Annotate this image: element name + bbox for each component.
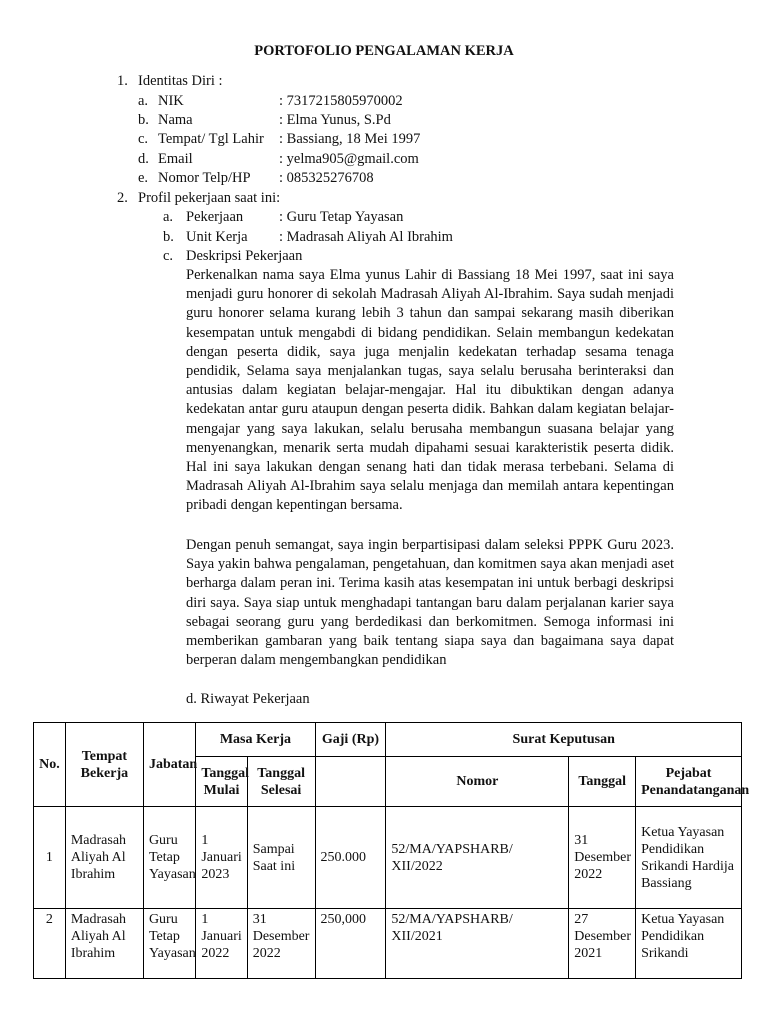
ttl-value: : Bassiang, 18 Mei 1997 xyxy=(279,131,421,147)
header-pejabat: Pejabat Penandatanganan xyxy=(636,757,742,807)
table-row xyxy=(34,807,742,909)
header-tanggal-mulai: Tanggal Mulai xyxy=(196,757,247,807)
cell-no: 2 xyxy=(34,909,66,979)
cell-tanggal: 27 Desember 2021 xyxy=(569,909,636,979)
phone-marker: e. xyxy=(138,170,149,186)
cell-selesai: 31 Desember 2022 xyxy=(247,909,315,979)
ttl-label: Tempat/ Tgl Lahir xyxy=(158,131,264,147)
email-label: Email xyxy=(158,151,193,167)
email-marker: d. xyxy=(138,151,149,167)
table-row xyxy=(34,909,742,979)
cell-gaji: 250,000 xyxy=(315,909,386,979)
header-tanggal-selesai: Tanggal Selesai xyxy=(247,757,315,807)
section1-heading: Identitas Diri : xyxy=(138,73,223,89)
pekerjaan-marker: a. xyxy=(163,209,174,225)
cell-mulai: 1 Januari 2023 xyxy=(196,807,247,909)
header-no: No. xyxy=(34,723,66,807)
deskripsi-marker: c. xyxy=(163,248,174,264)
unit-kerja-value: : Madrasah Aliyah Al Ibrahim xyxy=(279,229,453,245)
document-title: PORTOFOLIO PENGALAMAN KERJA xyxy=(254,43,514,59)
cell-nomor: 52/MA/YAPSHARB/ XII/2021 xyxy=(386,909,569,979)
section2-heading: Profil pekerjaan saat ini: xyxy=(138,190,281,206)
nik-label: NIK xyxy=(158,93,184,109)
deskripsi-label: Deskripsi Pekerjaan xyxy=(186,248,303,264)
cell-jabatan: Guru Tetap Yayasan xyxy=(143,807,195,909)
email-value: : yelma905@gmail.com xyxy=(279,151,419,167)
section2-number: 2. xyxy=(117,190,128,206)
section1-number: 1. xyxy=(117,73,128,89)
description-paragraph-2: Dengan penuh semangat, saya ingin berpartisipasi dalam seleksi PPPK Guru 2023. Saya yakin bahwa pengalaman, pengetahuan, dan komitmen saya akan menjadi aset berharga dalam peran ini. Terima kasih atas kesempatan ini untuk berbagi deskripsi diri saya. Saya siap untuk menghadapi tantangan baru dalam perjalanan karier saya sebagai seorang guru yang berdedikasi dan berkomitmen. Semoga informasi ini memberikan gambaran yang baik tentang siapa saya dan bagaimana saya dapat berperan dalam mengembangkan pendidikan xyxy=(186,537,674,669)
nik-marker: a. xyxy=(138,93,149,109)
nama-marker: b. xyxy=(138,112,149,128)
header-nomor: Nomor xyxy=(386,757,569,807)
unit-kerja-label: Unit Kerja xyxy=(186,229,248,245)
cell-jabatan: Guru Tetap Yayasan xyxy=(143,909,195,979)
cell-gaji: 250.000 xyxy=(315,807,386,909)
phone-value: : 085325276708 xyxy=(279,170,374,186)
cell-no: 1 xyxy=(34,807,66,909)
cell-pejabat: Ketua Yayasan Pendidikan Srikandi Hardija Bassiang xyxy=(636,807,742,909)
description-paragraph-1: Perkenalkan nama saya Elma yunus Lahir di Bassiang 18 Mei 1997, saat ini saya menjadi guru honorer di sekolah Madrasah Aliyah Al-Ibrahim. Saya sudah menjadi guru honorer selama kurang lebih 3 tahun dan sampai sekarang masih diberikan kesempatan untuk mengabdi di bidang pendidikan. Selain membangun kedekatan dengan peserta didik, saya juga menjalin kedekatan terhadap sesama tenaga pendidik, Selama saya menjalankan tugas, saya selalu berusaha berinteraksi dan antusias dalam kegiatan belajar-mengajar. Hal itu dibuktikan dengan adanya kedekatan antar guru ataupun dengan peserta didik. Bahkan dalam kegiatan belajar-mengajar yang saya lakukan, selalu berusaha membangun suasana belajar yang menyenangkan, menarik serta mudah dipahami sesuai karakteristik peserta didik. Hal ini saya lakukan dengan senang hati dan tidak merasa terbebani. Selama di Madrasah Aliyah Al-Ibrahim saya selalu menjaga dan memilah antara kepentingan pribadi dengan kepentingan bersama. xyxy=(186,267,674,514)
work-history-table xyxy=(33,722,750,979)
riwayat-pekerjaan-heading: d. Riwayat Pekerjaan xyxy=(186,691,310,707)
nama-label: Nama xyxy=(158,112,193,128)
nama-value: : Elma Yunus, S.Pd xyxy=(279,112,391,128)
cell-tempat: Madrasah Aliyah Al Ibrahim xyxy=(65,807,143,909)
unit-kerja-marker: b. xyxy=(163,229,174,245)
header-tanggal: Tanggal xyxy=(569,757,636,807)
header-jabatan: Jabatan xyxy=(143,723,195,807)
cell-tanggal: 31 Desember 2022 xyxy=(569,807,636,909)
phone-label: Nomor Telp/HP xyxy=(158,170,251,186)
cell-pejabat: Ketua Yayasan Pendidikan Srikandi xyxy=(636,909,742,979)
header-tempat-bekerja: Tempat Bekerja xyxy=(65,723,143,807)
cell-selesai: Sampai Saat ini xyxy=(247,807,315,909)
header-gaji-blank xyxy=(315,757,386,807)
pekerjaan-value: : Guru Tetap Yayasan xyxy=(279,209,404,225)
header-surat-keputusan: Surat Keputusan xyxy=(386,723,742,757)
pekerjaan-label: Pekerjaan xyxy=(186,209,244,225)
header-masa-kerja: Masa Kerja xyxy=(196,723,315,757)
nik-value: : 7317215805970002 xyxy=(279,93,403,109)
cell-nomor: 52/MA/YAPSHARB/ XII/2022 xyxy=(386,807,569,909)
cell-tempat: Madrasah Aliyah Al Ibrahim xyxy=(65,909,143,979)
cell-mulai: 1 Januari 2022 xyxy=(196,909,247,979)
ttl-marker: c. xyxy=(138,131,149,147)
header-gaji: Gaji (Rp) xyxy=(315,723,386,757)
